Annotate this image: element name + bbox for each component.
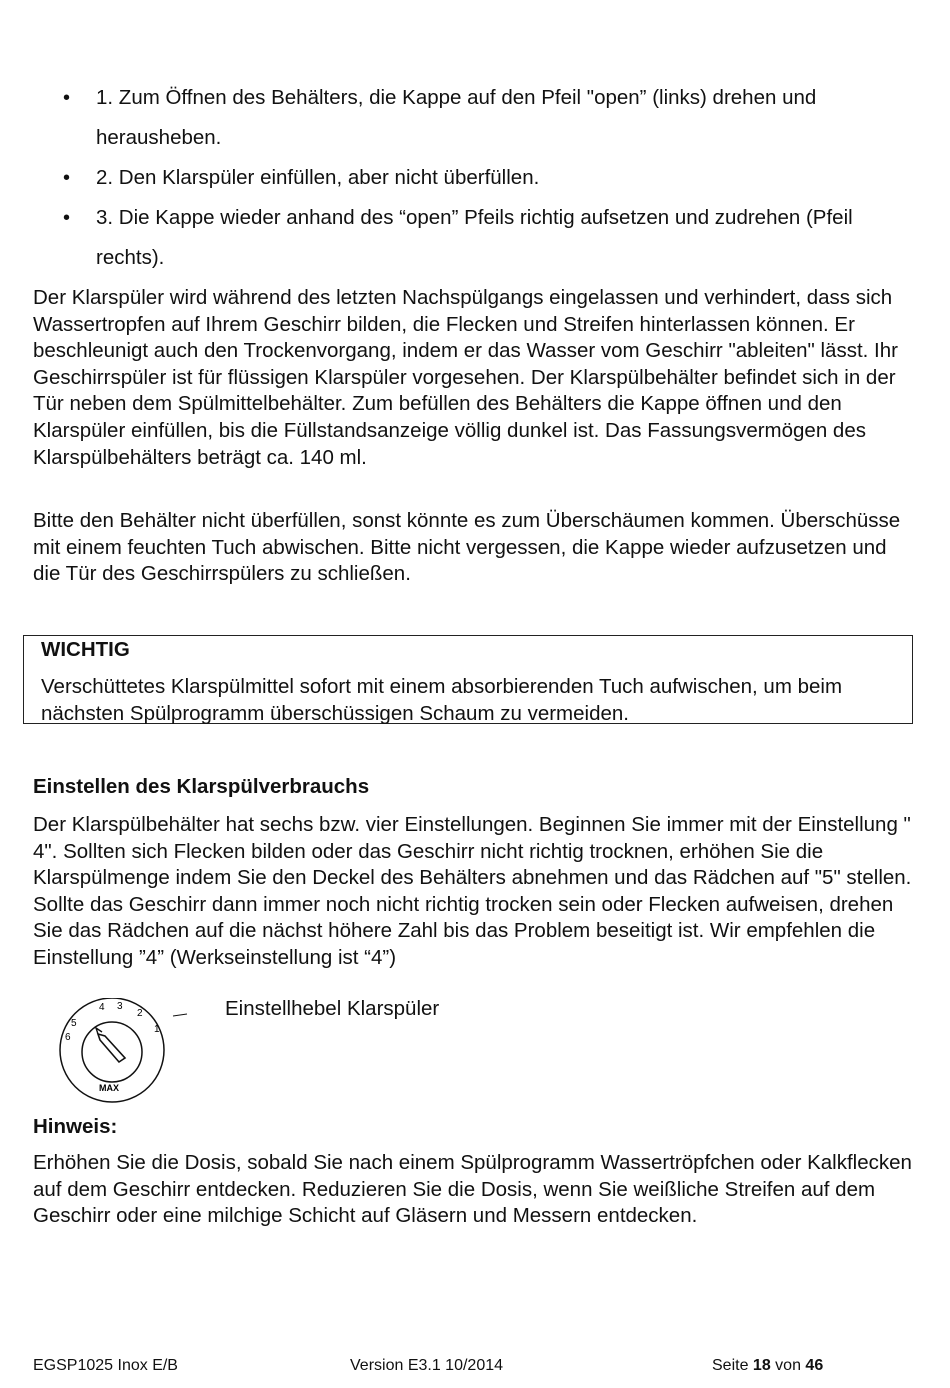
dial-leader-line [173, 1014, 187, 1016]
rinse-aid-dial-illustration [55, 998, 195, 1108]
figure-caption: Einstellhebel Klarspüler [225, 997, 440, 1020]
page-separator: von [775, 1357, 801, 1374]
hint-heading: Hinweis: [33, 1115, 118, 1138]
section-heading: Einstellen des Klarspülverbrauchs [33, 775, 370, 798]
overfill-warning-paragraph: Bitte den Behälter nicht überfüllen, sonst könnte es zum Überschäumen kommen. Überschüsse mit einem feuchten Tuch abwischen. Bitte nicht vergessen, die Kappe wieder aufzusetzen und die Tür des Geschirrspülers zu schließen. [33, 509, 901, 586]
dial-max-label: MAX [99, 1083, 119, 1093]
instruction-step-1: • 1. Zum Öffnen des Behälters, die Kappe auf den Pfeil "open” (links) drehen und herausheben. [60, 78, 920, 158]
instruction-step-3: • 3. Die Kappe wieder anhand des “open” Pfeils richtig aufsetzen und zudrehen (Pfeil rechts). [60, 198, 920, 278]
instruction-list [60, 78, 920, 278]
notice-text: Verschüttetes Klarspülmittel sofort mit einem absorbierenden Tuch aufwischen, um beim nächsten Spülprogramm überschüssigen Schaum zu vermeiden. [41, 675, 843, 725]
dial-number-5: 5 [71, 1018, 77, 1029]
footer-model: EGSP1025 Inox E/B [33, 1357, 178, 1374]
dial-number-2: 2 [137, 1008, 143, 1019]
rinse-aid-description: Der Klarspüler wird während des letzten Nachspülgangs eingelassen und verhindert, dass sich Wassertropfen auf Ihrem Geschirr bilden, die Flecken und Streifen hinterlassen können. Er beschleunigt auch den Trockenvorgang, indem er das Wasser vom Geschirr "ableiten" lässt. Ihr Geschirrspüler ist für flüssigen Klarspüler vorgesehen. Der Klarspülbehälter befindet sich in der Tür neben dem Spülmittelbehälter. Zum befüllen des Behälters die Kappe öffnen und den Klarspüler einfüllen, bis die Füllstandsanzeige völlig dunkel ist. Das Fassungsvermögen des Klarspülbehälters beträgt ca. 140 ml. [33, 286, 898, 469]
dial-number-3: 3 [117, 1001, 123, 1012]
notice-title: WICHTIG [41, 638, 130, 661]
dial-arrow-icon [98, 1034, 125, 1062]
dial-number-6: 6 [65, 1032, 71, 1043]
page-prefix: Seite [712, 1357, 749, 1374]
dial-number-1: 1 [154, 1024, 160, 1035]
dial-number-4: 4 [99, 1002, 105, 1013]
important-notice-box [23, 635, 913, 724]
page-current: 18 [752, 1357, 771, 1374]
section-text: Der Klarspülbehälter hat sechs bzw. vier Einstellungen. Beginnen Sie immer mit der Einstellung " 4". Sollten sich Flecken bilden oder das Geschirr nicht richtig trocknen, erhöhen Sie die Klarspülmenge indem Sie den Deckel des Behälters abnehmen und das Rädchen auf "5" stellen. Sollte das Geschirr dann immer noch nicht richtig trocken sein oder Flecken aufweisen, drehen Sie das Rädchen auf die nächst höhere Zahl bis das Problem beseitigt ist. Wir empfehlen die Einstellung ”4” (Werkseinstellung ist “4”) [33, 813, 912, 969]
footer-page-number [712, 1356, 823, 1376]
page-total: 46 [805, 1357, 824, 1374]
instruction-step-2: • 2. Den Klarspüler einfüllen, aber nicht überfüllen. [60, 158, 920, 198]
hint-text: Erhöhen Sie die Dosis, sobald Sie nach einem Spülprogramm Wassertröpfchen oder Kalkflecken auf dem Geschirr entdecken. Reduzieren Sie die Dosis, wenn Sie weißliche Streifen auf dem Geschirr oder eine milchige Schicht auf Gläsern und Messern entdecken. [33, 1151, 912, 1228]
footer-version: Version E3.1 10/2014 [350, 1357, 504, 1374]
